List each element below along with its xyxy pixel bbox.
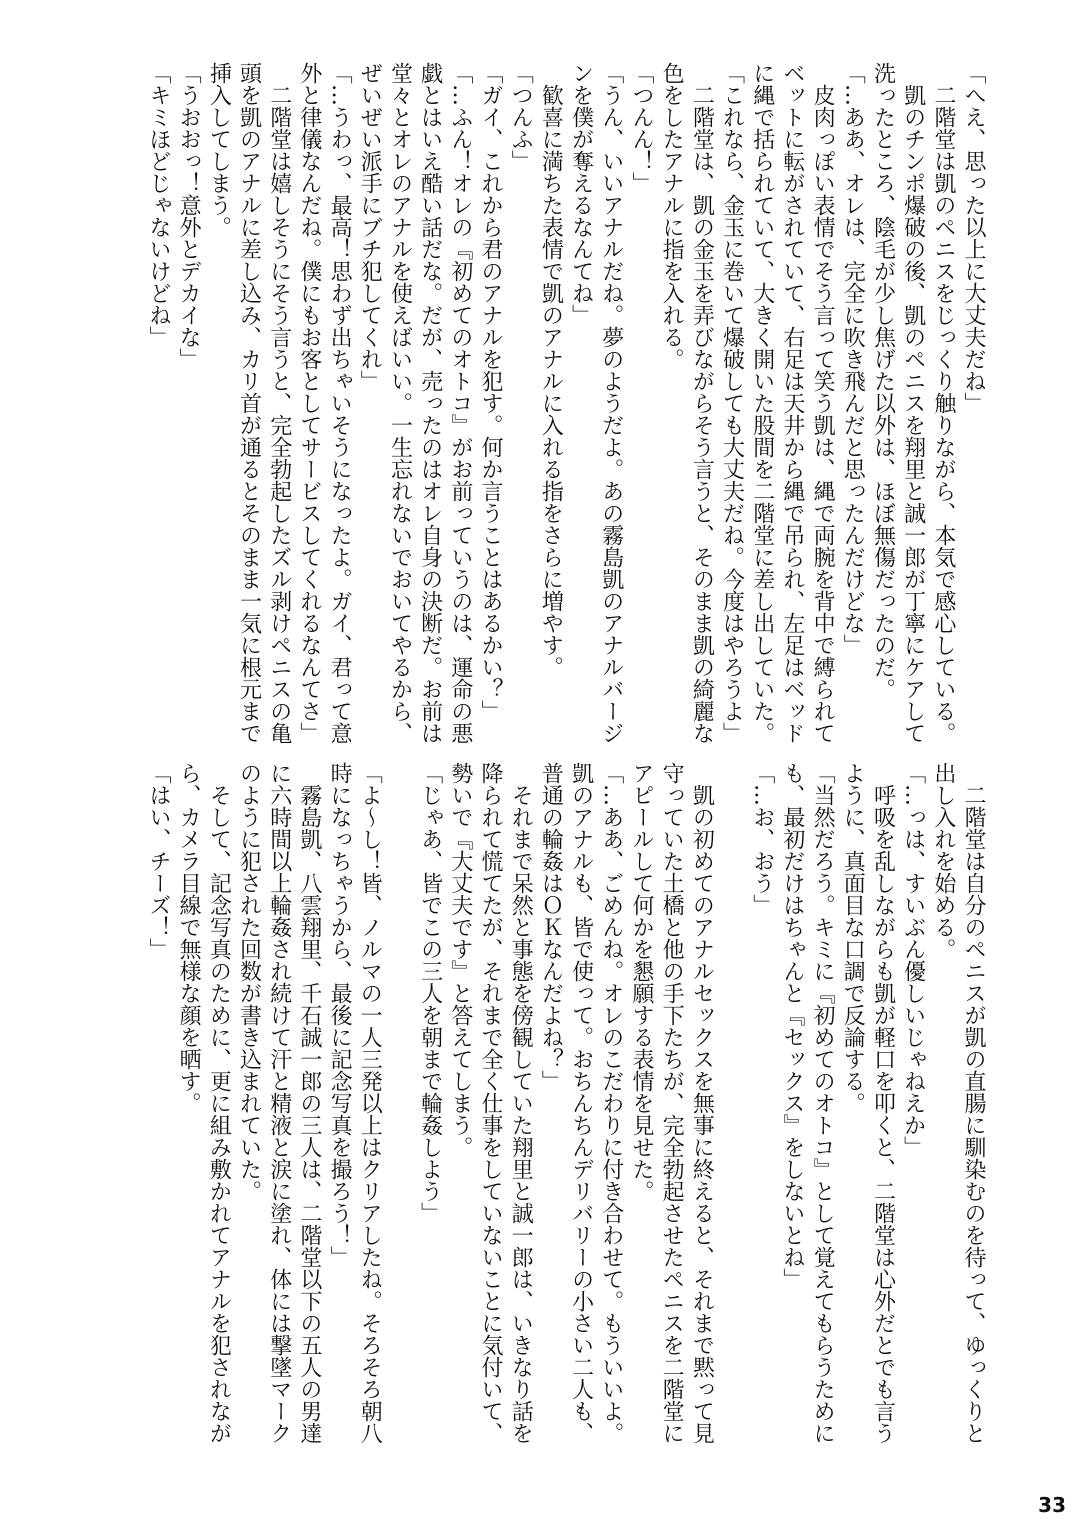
text-line: 「…うわっ、最高！思わず出ちゃいそうになったよ。ガイ、君って意 <box>327 62 353 744</box>
text-line: 挿入してしまう。 <box>206 62 232 238</box>
text-line: 外と律儀なんだね。僕にもお客としてサービスしてくれるなんてさ」 <box>296 62 322 744</box>
text-line: 凱の初めてのアナルセックスを無事に終えると、それまで黙って見 <box>689 762 715 1444</box>
text-line: 「うん、いいアナルだね。夢のようだよ。あの霧島凱のアナルバージ <box>598 62 624 744</box>
text-line: 「つんふ」 <box>508 62 534 172</box>
text-line: 二階堂は、凱の金玉を弄びながらそう言うと、そのまま凱の綺麗な <box>689 62 715 744</box>
text-line: 二階堂は嬉しそうにそう言うと、完全勃起したズル剥けペニスの亀 <box>266 62 292 744</box>
text-line: ンを僕が奪えるなんてね」 <box>568 62 594 326</box>
page-number: 33 <box>1038 1493 1066 1517</box>
text-block-top <box>145 62 988 744</box>
text-line: 「…ああ、オレは、完全に吹き飛んだと思ったんだけどな」 <box>840 62 866 656</box>
text-line: 二階堂は自分のペニスが凱の直腸に馴染むのを待って、ゆっくりと <box>961 762 986 1444</box>
text-line: 頭を凱のアナルに差し込み、カリ首が通るとそのまま一気に根元まで <box>236 62 262 744</box>
text-line: 「つんん！」 <box>628 62 654 194</box>
text-line: 出し入れを始める。 <box>930 762 956 960</box>
text-line: 色をしたアナルに指を入れる。 <box>659 62 685 370</box>
text-line: に六時間以上輪姦され続けて汗と精液と涙に塗れ、体には撃墜マーク <box>266 762 292 1444</box>
text-line: 霧島凱、八雲翔里、千石誠一郎の三人は、二階堂以下の五人の男達 <box>296 762 322 1444</box>
text-line: 「じゃあ、皆でこの三人を朝まで輪姦しよう」 <box>417 762 443 1224</box>
text-line: 「はい、チーズ！」 <box>145 762 171 960</box>
text-line: 「当然だろう。キミに『初めてのオトコ』として覚えてもらうために <box>810 762 836 1444</box>
text-line: アピールして何かを懇願する表情を見せた。 <box>628 762 654 1202</box>
text-line: のように犯された回数が書き込まれていた。 <box>236 762 262 1202</box>
text-line: 降られて慌てたが、それまで全く仕事をしていないことに気付いて、 <box>478 762 503 1444</box>
text-line: に縄で括られていて、大きく開いた股間を二階堂に差し出していた。 <box>749 62 775 744</box>
text-line: 普通の輪姦はＯＫなんだよね？」 <box>538 762 564 1092</box>
text-line: 守っていた土橋と他の手下たちが、完全勃起させたペニスを二階堂に <box>659 762 685 1444</box>
text-line <box>716 762 746 1412</box>
text-line: 凱のアナルも、皆で使って。おちんちんデリバリーの小さい二人も、 <box>568 762 594 1444</box>
text-line: も、最初だけはちゃんと『セックス』をしないとね」 <box>779 762 805 1290</box>
text-line: 「…ふん！オレの『初めてのオトコ』がお前っていうのは、運命の悪 <box>447 62 473 744</box>
text-line: 「…お、おう」 <box>749 762 775 916</box>
text-line: それまで呆然と事態を傍観していた翔里と誠一郎は、いきなり話を <box>508 762 534 1444</box>
text-line: そして、記念写真のために、更に組み敷かれてアナルを犯されなが <box>206 762 232 1444</box>
text-line: 「へえ、思った以上に大丈夫だね」 <box>961 62 986 414</box>
text-line: ぜいぜい派手にブチ犯してくれ」 <box>357 62 383 392</box>
text-line: 凱のチンポ爆破の後、凱のペニスを翔里と誠一郎が丁寧にケアして <box>900 62 926 744</box>
text-line: 二階堂は凱のペニスをじっくり触りながら、本気で感心している。 <box>930 62 956 744</box>
text-line: 歓喜に満ちた表情で凱のアナルに入れる指をさらに増やす。 <box>538 62 564 678</box>
text-block-bottom <box>145 762 988 1444</box>
text-line: 呼吸を乱しながらも凱が軽口を叩くと、二階堂は心外だとでも言う <box>870 762 896 1444</box>
text-line: 戯とはいえ酷い話だな。だが、売ったのはオレ自身の決断だ。お前は <box>417 62 443 744</box>
text-line: ら、カメラ目線で無様な顔を晒す。 <box>176 762 202 1114</box>
text-line: 「ガイ、これから君のアナルを犯す。何か言うことはあるかい？」 <box>478 62 503 722</box>
text-line: 「これなら、金玉に巻いて爆破しても大丈夫だね。今度はやろうよ」 <box>719 62 745 744</box>
text-line: 皮肉っぽい表情でそう言って笑う凱は、縄で両腕を背中で縛られて <box>810 62 836 744</box>
text-line: 「…ああ、ごめんね。オレのこだわりに付き合わせて。もういいよ。 <box>598 762 624 1444</box>
text-line <box>384 762 414 1412</box>
text-line: ように、真面目な口調で反論する。 <box>840 762 866 1114</box>
text-line: 勢いで『大丈夫です』と答えてしまう。 <box>447 762 473 1158</box>
text-line: 「キミほどじゃないけどね」 <box>145 62 171 348</box>
text-line: 洗ったところ、陰毛が少し焦げた以外は、ほぼ無傷だったのだ。 <box>870 62 896 700</box>
text-line: 「…っは、すいぶん優しいじゃねえか」 <box>900 762 926 1158</box>
text-line: 「うおおっ！意外とデカイな」 <box>176 62 202 370</box>
text-line: ベットに転がされていて、右足は天井から縄で吊られ、左足はベッド <box>779 62 805 744</box>
text-line: 「よ～し！皆、ノルマの一人三発以上はクリアしたね。そろそろ朝八 <box>357 762 383 1444</box>
text-line: 堂々とオレのアナルを使えばいい。一生忘れないでおいてやるから、 <box>387 62 413 744</box>
text-line: 時になっちゃうから、最後に記念写真を撮ろう！」 <box>327 762 353 1268</box>
